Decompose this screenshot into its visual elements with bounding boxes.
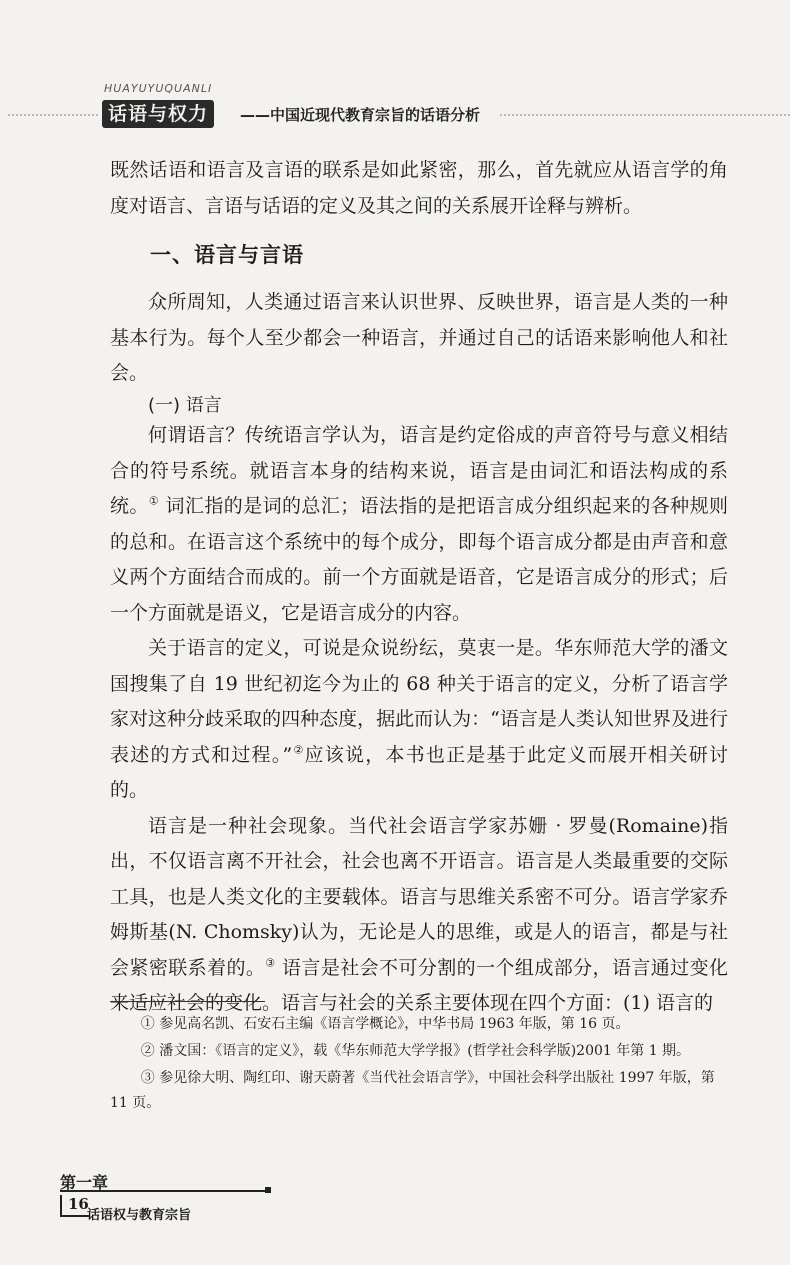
paragraph-2 — [110, 418, 728, 631]
paragraph-4 — [110, 809, 728, 1022]
header-dotted-rule-left — [8, 114, 98, 116]
footnote-1: ① 参见高名凯、石安石主编《语言学概论》，中华书局 1963 年版，第 16 页。 — [140, 1016, 630, 1032]
paragraph-2-text-a: 何谓语言？传统语言学认为，语言是约定俗成的声音符号与意义相结合的符号系统。就语言本身的结构来说，语言是由词汇和语法构成的系统。 — [110, 424, 728, 517]
subsection-heading: (一) 语言 — [148, 395, 222, 416]
footnote-3: ③ 参见徐大明、陶红印、谢天蔚著《当代社会语言学》，中国社会科学出版社 1997 年版，第 11 页。 — [110, 1070, 715, 1111]
chapter-label: 第一章 — [60, 1173, 109, 1192]
paragraph-block-1 — [110, 285, 728, 392]
section-heading: 一、语言与言语 — [150, 243, 304, 267]
running-footer — [55, 1170, 315, 1230]
footer-book-title: 话语权与教育宗旨 — [87, 1208, 192, 1223]
footer-rule-end-mark — [265, 1187, 271, 1193]
header-pinyin: HUAYUYUQUANLI — [104, 82, 213, 95]
paragraph-1: 众所周知，人类通过语言来认识世界、反映世界，语言是人类的一种基本行为。每个人至少都会一种语言，并通过自己的话语来影响他人和社会。 — [110, 291, 728, 384]
paragraph-3 — [110, 631, 728, 809]
page-number-rule — [60, 1215, 90, 1217]
footnote-2: ② 潘文国：《语言的定义》，载《华东师范大学学报》(哲学社会科学版)2001 年第 1 期。 — [140, 1043, 691, 1059]
header-subtitle: ——中国近现代教育宗旨的话语分析 — [240, 106, 481, 124]
intro-paragraph-block — [110, 153, 728, 224]
header-book-title: 话语与权力 — [102, 100, 214, 128]
footnote-ref-3[interactable]: ③ — [265, 956, 276, 970]
footnotes — [110, 1012, 728, 1118]
paragraph-4-text-a: 语言是一种社会现象。当代社会语言学家苏姗 · 罗曼(Romaine)指出，不仅语言离不开社会，社会也离不开语言。语言是人类最重要的交际工具，也是人类文化的主要载体。语言与思维关系密不可分。语言学家乔姆斯基(N. Chomsky)认为，无论是人的思维，或是人的语言，都是与社会紧密联系着的。 — [110, 814, 728, 979]
paragraph-block-2 — [110, 418, 728, 1022]
paragraph-3-text-a: 关于语言的定义，可说是众说纷纭，莫衷一是。华东师范大学的潘文国搜集了自 19 世纪初迄今为止的 68 种关于语言的定义，分析了语言学家对这种分歧采取的四种态度，据此而认为：“语言是人类认知世界及进行表述的方式和过程。” — [110, 637, 728, 766]
running-header — [100, 82, 700, 132]
page-number: 16 — [60, 1195, 98, 1215]
paragraph-2-text-b: 词汇指的是词的总汇；语法指的是把语言成分组织起来的各种规则的总和。在语言这个系统中的每个成分，即每个语言成分都是由声音和意义两个方面结合而成的。前一个方面就是语音，它是语言成分的形式；后一个方面就是语义，它是语言成分的内容。 — [110, 495, 728, 624]
footer-rule — [60, 1190, 268, 1192]
paragraph-3-text-b: 应该说，本书也正是基于此定义而展开相关研讨的。 — [110, 743, 728, 801]
header-dotted-rule — [500, 114, 790, 116]
footnote-ref-2[interactable]: ② — [292, 743, 305, 757]
paragraph-4-text-b: 语言是社会不可分割的一个组成部分，语言通过变化来适应社会的变化。语言与社会的关系主要体现在四个方面：(1) 语言的 — [110, 956, 728, 1014]
footnote-ref-1[interactable]: ① — [148, 494, 160, 508]
intro-paragraph: 既然话语和语言及言语的联系是如此紧密，那么，首先就应从语言学的角度对语言、言语与话语的定义及其之间的关系展开诠释与辨析。 — [110, 159, 728, 217]
footnote-separator — [110, 1001, 265, 1002]
